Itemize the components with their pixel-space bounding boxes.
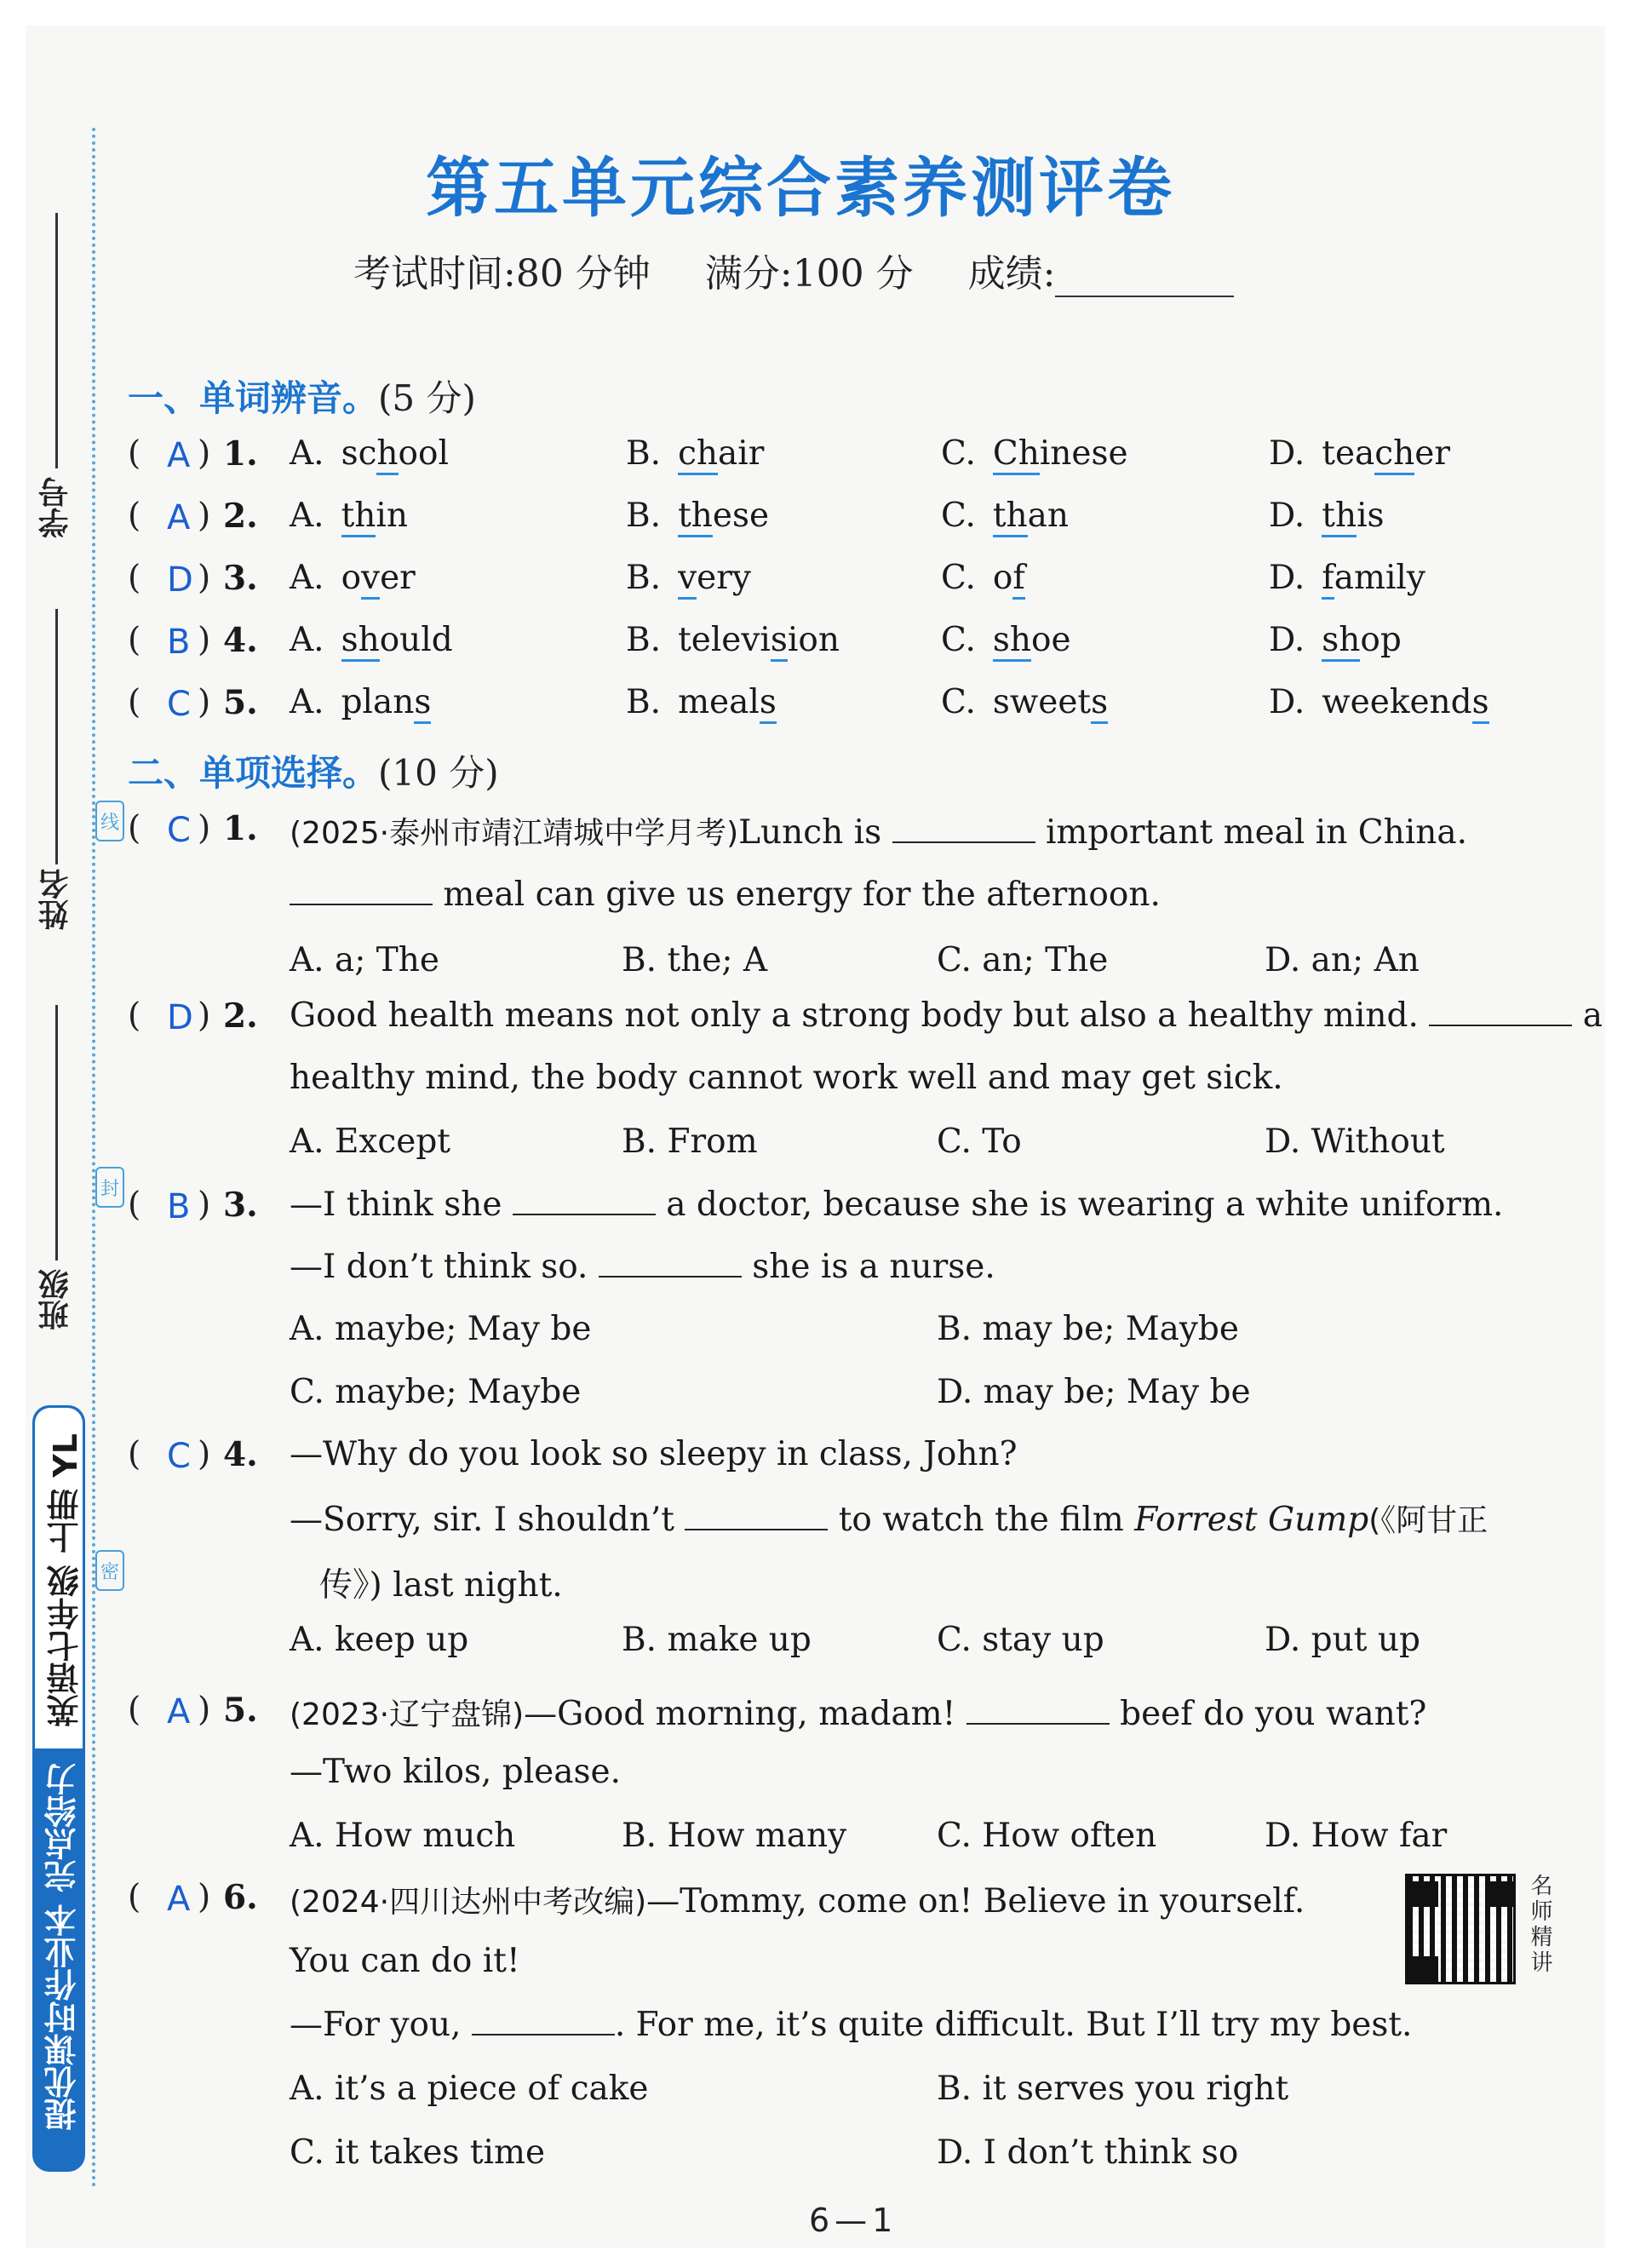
option-a[interactable]: A. a; The: [290, 941, 439, 979]
question-2-3: [128, 1186, 1558, 1441]
option-letter: C.: [941, 683, 976, 721]
option-d[interactable]: D. I don’t think so: [937, 2133, 1239, 2172]
answer-paren: (: [128, 1435, 141, 1473]
answer-paren: (: [128, 621, 141, 659]
question-text: a doctor, because she is wearing a white uniform.: [666, 1186, 1504, 1224]
book-spine: [32, 1405, 85, 2172]
option-letter: D.: [1269, 497, 1305, 535]
blank: [290, 878, 433, 905]
answer-paren-close: ): [198, 683, 211, 721]
option-d[interactable]: [1269, 559, 1425, 597]
answer-letter: B: [167, 1187, 191, 1226]
question-number: 5.: [223, 683, 258, 722]
binding-dotted-line: [92, 128, 95, 2189]
spine-book-area: [35, 1408, 83, 1748]
word-part: o: [341, 559, 362, 597]
exam-time: 考试时间:80 分钟: [353, 252, 651, 296]
option-c[interactable]: C. an; The: [937, 941, 1109, 979]
blank: [599, 1250, 742, 1278]
seal-secret-mark: 密: [95, 1550, 124, 1591]
option-letter: B.: [626, 559, 662, 597]
question-2-4: [128, 1435, 1558, 1682]
question-number: 6.: [223, 1878, 258, 1917]
film-title-cn: (《阿甘正: [1368, 1503, 1488, 1538]
option-c[interactable]: [941, 434, 1128, 473]
question-text: —I think she: [290, 1186, 502, 1224]
option-d[interactable]: D. an; An: [1265, 941, 1420, 979]
option-letter: C.: [941, 621, 976, 659]
section-1-points: (5 分): [378, 377, 476, 419]
option-d[interactable]: D. may be; May be: [937, 1373, 1251, 1411]
question-line-1: [290, 1691, 1426, 1734]
question-line-2: [290, 1496, 1488, 1540]
option-letter: A.: [290, 683, 324, 721]
answer-paren: (: [128, 1186, 141, 1224]
option-c[interactable]: C. To: [937, 1123, 1022, 1161]
word-part: tea: [1322, 434, 1375, 473]
underlined-letters: s: [771, 621, 788, 662]
option-letter: C.: [941, 497, 976, 535]
score-blank: [1055, 261, 1234, 297]
answer-letter: A: [167, 498, 191, 537]
word-part: ould: [379, 621, 453, 659]
word-part: plan: [341, 683, 415, 721]
student-id-label: 学号: [38, 477, 73, 538]
question-number: 4.: [223, 1435, 258, 1474]
question-line-2: [290, 876, 1161, 914]
qr-code-icon[interactable]: [1405, 1874, 1516, 1984]
answer-paren: (: [128, 809, 141, 847]
underlined-letters: sh: [993, 621, 1031, 662]
option-letter: A.: [290, 434, 324, 473]
answer-paren-close: ): [198, 1435, 211, 1473]
question-line-1: [290, 809, 1467, 853]
option-a[interactable]: A. How much: [290, 1817, 516, 1855]
answer-letter: B: [167, 623, 191, 662]
option-c[interactable]: C. it takes time: [290, 2133, 546, 2172]
pronunciation-row: [128, 621, 1490, 672]
option-c[interactable]: [941, 497, 1069, 535]
option-b[interactable]: B. the; A: [622, 941, 768, 979]
answer-paren-close: ): [198, 996, 211, 1035]
word-part: inese: [1039, 434, 1128, 473]
question-text: beef do you want?: [1120, 1695, 1427, 1733]
class-label: 班级: [38, 1269, 73, 1330]
word-part: o: [992, 559, 1013, 597]
question-line-1: —Why do you look so sleepy in class, John?: [290, 1435, 1018, 1473]
underlined-letters: v: [678, 559, 697, 600]
question-source: (2025·泰州市靖江靖城中学月考): [290, 816, 739, 851]
section-2-points: (10 分): [378, 752, 499, 794]
option-b[interactable]: [626, 683, 777, 721]
word-part: ool: [398, 434, 449, 473]
question-number: 4.: [223, 621, 258, 660]
question-text: she is a nurse.: [752, 1248, 995, 1286]
word-part: an: [1027, 497, 1070, 535]
answer-paren: (: [128, 497, 141, 535]
answer-paren-close: ): [198, 809, 211, 847]
underlined-letters: s: [1472, 683, 1489, 724]
option-b[interactable]: [626, 434, 764, 473]
option-d[interactable]: [1269, 497, 1385, 535]
word-part: in: [376, 497, 408, 535]
option-a[interactable]: [290, 621, 453, 659]
score-label: 成绩:: [967, 252, 1056, 296]
option-a[interactable]: [290, 434, 449, 473]
answer-paren: (: [128, 1691, 141, 1729]
option-a[interactable]: A. Except: [290, 1123, 450, 1161]
underlined-letters: sh: [341, 621, 380, 662]
option-letter: D.: [1269, 621, 1305, 659]
word-part: air: [718, 434, 765, 473]
question-number: 3.: [223, 1186, 258, 1225]
word-part: oe: [1031, 621, 1071, 659]
answer-letter: C: [167, 811, 191, 850]
question-number: 3.: [223, 559, 258, 598]
option-b[interactable]: B. it serves you right: [937, 2070, 1289, 2108]
answer-letter: A: [167, 1880, 191, 1919]
question-2-2: [128, 996, 1603, 1184]
film-title: Forrest Gump: [1134, 1501, 1369, 1539]
option-d[interactable]: [1269, 683, 1489, 721]
question-text: Lunch is: [738, 813, 882, 852]
question-text: —Tommy, come on! Believe in yourself.: [646, 1882, 1305, 1921]
question-2-5: [128, 1691, 1558, 1878]
answer-paren-close: ): [198, 434, 211, 473]
question-number: 1.: [223, 434, 258, 474]
underlined-letters: s: [760, 683, 777, 724]
word-part: er: [380, 559, 416, 597]
option-letter: D.: [1269, 683, 1305, 721]
question-number: 2.: [223, 497, 258, 536]
question-line-3: [290, 2006, 1412, 2044]
question-text: important meal in China.: [1045, 813, 1467, 852]
answer-paren: (: [128, 996, 141, 1035]
seal-line-mark: 线: [95, 801, 124, 841]
underlined-letters: th: [678, 497, 713, 537]
option-c[interactable]: C. stay up: [937, 1621, 1104, 1659]
question-2-1: [128, 809, 1558, 996]
option-c[interactable]: C. How often: [937, 1817, 1157, 1855]
answer-paren-close: ): [198, 621, 211, 659]
answer-paren: (: [128, 1878, 141, 1916]
section-1-heading: [128, 370, 476, 422]
page-title: 第五单元综合素养测评卷: [426, 150, 1175, 226]
option-a[interactable]: [290, 497, 408, 535]
answer-letter: C: [167, 685, 191, 724]
word-part: televi: [678, 621, 771, 659]
question-line-2: You can do it!: [290, 1942, 520, 1980]
answer-paren: (: [128, 683, 141, 721]
option-b[interactable]: B. may be; Maybe: [937, 1310, 1239, 1348]
question-number: 5.: [223, 1691, 258, 1730]
option-letter: A.: [290, 497, 324, 535]
seal-seal-mark: 封: [95, 1167, 124, 1208]
option-letter: A.: [290, 559, 324, 597]
word-part: amily: [1334, 559, 1425, 597]
pronunciation-row: [128, 683, 1490, 734]
question-text: meal can give us energy for the afternoon.: [443, 876, 1161, 914]
answer-paren-close: ): [198, 497, 211, 535]
option-a[interactable]: [290, 559, 416, 597]
answer-paren-close: ): [198, 1186, 211, 1224]
question-2-6: [128, 1878, 1413, 2172]
option-letter: A.: [290, 621, 324, 659]
pronunciation-row: [128, 497, 1490, 548]
option-letter: C.: [941, 434, 976, 473]
pronunciation-row: [128, 559, 1490, 610]
qr-label: 名师精讲: [1527, 1874, 1552, 1976]
word-part: er: [1414, 434, 1450, 473]
question-text: to watch the film: [838, 1501, 1124, 1539]
page-number: 6—1: [809, 2202, 898, 2239]
underlined-letters: th: [1322, 497, 1357, 537]
option-b[interactable]: B. How many: [622, 1817, 847, 1855]
option-letter: D.: [1269, 559, 1305, 597]
option-a[interactable]: A. maybe; May be: [290, 1310, 592, 1348]
option-c[interactable]: [941, 559, 1025, 597]
option-d[interactable]: [1269, 621, 1402, 659]
question-line-2: —Two kilos, please.: [290, 1753, 622, 1791]
answer-paren-close: ): [198, 1691, 211, 1729]
answer-letter: C: [167, 1437, 191, 1476]
word-part: sweet: [992, 683, 1092, 721]
blank: [892, 816, 1035, 843]
option-c[interactable]: [941, 621, 1071, 659]
option-letter: C.: [941, 559, 976, 597]
option-letter: B.: [626, 497, 662, 535]
option-c[interactable]: C. maybe; Maybe: [290, 1373, 582, 1411]
underlined-letters: ch: [1374, 434, 1414, 475]
underlined-letters: h: [376, 434, 398, 475]
word-part: meal: [678, 683, 760, 721]
underlined-letters: Ch: [993, 434, 1040, 475]
underlined-letters: ch: [678, 434, 718, 475]
option-a[interactable]: A. keep up: [290, 1621, 469, 1659]
full-score: 满分:100 分: [704, 252, 914, 296]
option-b[interactable]: [626, 621, 840, 659]
blank: [472, 2008, 615, 2035]
question-number: 1.: [223, 809, 258, 848]
question-text: —Good morning, madam!: [524, 1695, 956, 1733]
blank: [513, 1188, 656, 1215]
pronunciation-row: [128, 434, 1490, 485]
underlined-letters: th: [341, 497, 376, 537]
underlined-letters: th: [993, 497, 1028, 537]
option-b[interactable]: B. From: [622, 1123, 758, 1161]
option-letter: B.: [626, 621, 662, 659]
answer-letter: D: [167, 560, 193, 600]
name-label: 姓名: [38, 869, 73, 930]
underlined-letters: v: [361, 559, 380, 600]
qr-code-block[interactable]: [1405, 1874, 1552, 1984]
question-number: 2.: [223, 996, 258, 1036]
option-letter: B.: [626, 683, 662, 721]
blank: [1429, 999, 1572, 1026]
question-source: (2023·辽宁盘锦): [290, 1697, 525, 1732]
underlined-letters: s: [414, 683, 431, 724]
option-d[interactable]: D. put up: [1265, 1621, 1420, 1659]
underlined-letters: sh: [1322, 621, 1360, 662]
question-text: . For me, it’s quite difficult. But I’ll try my best.: [614, 2006, 1413, 2044]
question-line-1: [290, 996, 1603, 1035]
question-text: Good health means not only a strong body but also a healthy mind.: [290, 996, 1419, 1035]
option-c[interactable]: [941, 683, 1108, 721]
question-line-1: [290, 1878, 1305, 1921]
word-part: ese: [712, 497, 770, 535]
section-2-title: 二、单项选择。: [128, 752, 379, 794]
book-title: 英语七年级 上册 YL: [47, 1433, 84, 1727]
answer-paren-close: ): [198, 559, 211, 597]
answer-paren-close: ): [198, 1878, 211, 1916]
option-b[interactable]: [626, 559, 751, 597]
underlined-letters: f: [1012, 559, 1024, 600]
underlined-letters: f: [1322, 559, 1334, 600]
answer-letter: A: [167, 1692, 191, 1731]
answer-letter: A: [167, 436, 191, 475]
question-line-1: [290, 1186, 1503, 1224]
word-part: sc: [341, 434, 377, 473]
question-source: (2024·四川达州中考改编): [290, 1885, 647, 1920]
question-text: a: [1582, 996, 1603, 1035]
question-text: —For you,: [290, 2006, 462, 2044]
question-text: —Sorry, sir. I shouldn’t: [290, 1501, 674, 1539]
question-text: —I don’t think so.: [290, 1248, 588, 1286]
option-d[interactable]: D. Without: [1265, 1123, 1445, 1161]
option-d[interactable]: [1269, 434, 1450, 473]
underlined-letters: s: [1091, 683, 1108, 724]
exam-info: [353, 243, 1276, 297]
question-line-2: healthy mind, the body cannot work well and may get sick.: [290, 1059, 1283, 1097]
option-b[interactable]: B. make up: [622, 1621, 812, 1659]
question-line-2: [290, 1248, 995, 1286]
section-1-title: 一、单词辨音。: [128, 377, 379, 419]
option-a[interactable]: [290, 683, 431, 721]
answer-letter: D: [167, 998, 193, 1037]
answer-paren: (: [128, 559, 141, 597]
option-b[interactable]: [626, 497, 769, 535]
word-part: op: [1360, 621, 1402, 659]
answer-paren: (: [128, 434, 141, 473]
option-letter: B.: [626, 434, 662, 473]
class-blank: [55, 1005, 58, 1260]
word-part: is: [1357, 497, 1385, 535]
blank: [967, 1697, 1110, 1725]
name-blank: [55, 609, 58, 864]
option-a[interactable]: A. it’s a piece of cake: [290, 2070, 649, 2108]
word-part: weekend: [1322, 683, 1472, 721]
word-part: ion: [787, 621, 840, 659]
series-name: 提优课时作业本 完点给力: [44, 1763, 82, 2131]
blank: [685, 1503, 828, 1530]
student-id-blank: [55, 213, 58, 468]
option-d[interactable]: D. How far: [1265, 1817, 1448, 1855]
section-2-heading: [128, 745, 499, 796]
option-letter: D.: [1269, 434, 1305, 473]
question-line-3: 传》) last night.: [319, 1566, 563, 1605]
word-part: ery: [697, 559, 751, 597]
